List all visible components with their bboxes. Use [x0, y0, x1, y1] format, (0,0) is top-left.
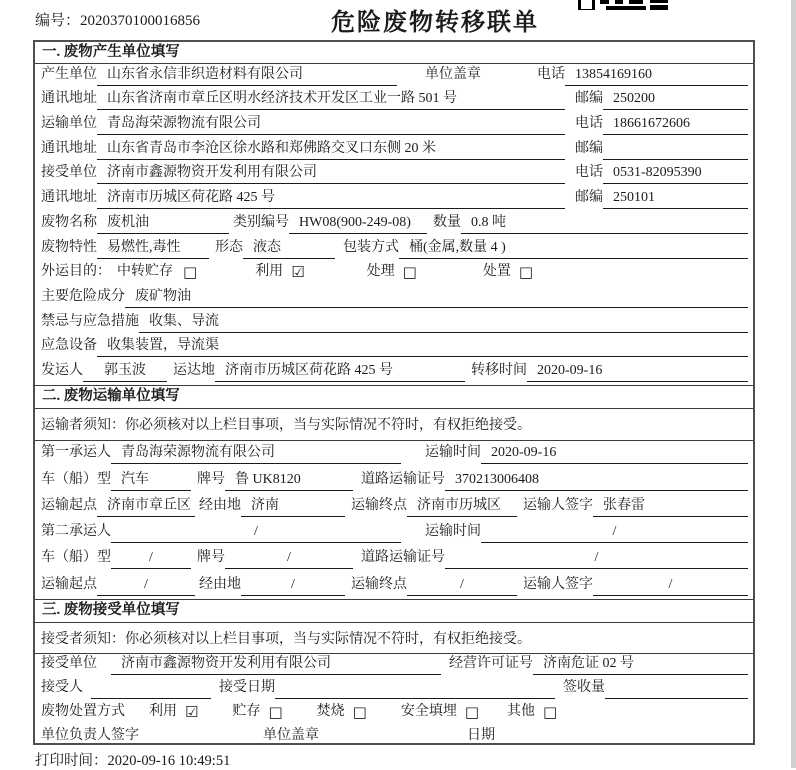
label-terminus: 运输终点 — [351, 497, 407, 513]
form-state-value: 液态 — [243, 236, 335, 259]
row-emergency-equipment — [35, 336, 753, 361]
transport-address-value: 山东省青岛市李沧区徐水路和郑佛路交叉口东侧 20 米 — [97, 137, 565, 160]
checkbox-dispose: □ — [518, 263, 534, 282]
label-shipper: 发运人 — [41, 362, 83, 378]
receiver-unit-value: 济南市鑫源物资开发利用有限公司 — [97, 161, 565, 184]
hazard-components-value: 废矿物油 — [125, 285, 748, 308]
producer-unit-value: 山东省永信非织造材料有限公司 — [97, 63, 397, 86]
terminus-value-2: / — [407, 577, 517, 596]
row-first-carrier — [35, 441, 753, 467]
print-time-value: 2020-09-16 10:49:51 — [107, 753, 231, 769]
label-accept-date: 接受日期 — [219, 680, 275, 696]
checkbox-store: □ — [268, 703, 283, 722]
label-carrier-signature: 运输人签字 — [523, 576, 593, 592]
road-permit-value: 370213006408 — [445, 472, 748, 491]
document-serial — [35, 9, 200, 30]
row-emergency-measures — [35, 311, 753, 336]
origin-value: 济南市章丘区 — [97, 494, 195, 517]
receiver-notice: 接受者须知：你必须核对以上栏目事项，当与实际情况不符时，有权拒绝接受。 — [35, 623, 753, 654]
label-address: 通讯地址 — [41, 190, 97, 206]
first-transport-time-value: 2020-09-16 — [481, 445, 748, 464]
road-permit-value-2: / — [445, 550, 748, 569]
packaging-value: 桶(金属,数量 4 ) — [399, 236, 748, 259]
label-waste-name: 废物名称 — [41, 214, 97, 230]
transport-zip-value — [603, 143, 748, 160]
emergency-equipment-value: 收集装置，导流渠 — [97, 334, 748, 357]
label-via: 经由地 — [199, 497, 241, 513]
option-other: 其他 — [507, 704, 536, 720]
form-title: 危险废物转移联单 — [331, 10, 539, 36]
seal-date-value — [495, 730, 748, 745]
label-origin: 运输起点 — [41, 497, 97, 513]
label-acceptor: 接受人 — [41, 680, 83, 696]
emergency-measures-value: 收集、导流 — [139, 310, 748, 333]
label-plate-number: 牌号 — [197, 550, 225, 566]
label-business-license: 经营许可证号 — [449, 655, 533, 671]
label-signed-quantity: 签收量 — [563, 680, 605, 696]
row-transfer-purpose — [35, 262, 753, 287]
category-code-value: HW08(900-249-08) — [289, 215, 427, 234]
option-treat: 处理 — [366, 264, 395, 280]
label-responsible-signature: 单位负责人签字 — [41, 728, 139, 744]
label-date: 日期 — [467, 728, 495, 744]
responsible-signature-value — [147, 730, 255, 745]
label-first-carrier: 第一承运人 — [41, 445, 111, 461]
via-value-2: / — [241, 577, 345, 596]
label-via: 经由地 — [199, 576, 241, 592]
label-address: 通讯地址 — [41, 91, 97, 107]
label-address: 通讯地址 — [41, 140, 97, 156]
second-transport-time-value: / — [481, 524, 748, 543]
waste-name-value: 废机油 — [97, 211, 229, 234]
label-road-permit: 道路运输证号 — [361, 471, 445, 487]
label-accepting-unit: 接受单位 — [41, 655, 97, 671]
label-producer-unit: 产生单位 — [41, 66, 97, 82]
first-carrier-value: 青岛海荣源物流有限公司 — [111, 441, 401, 464]
label-second-carrier: 第二承运人 — [41, 524, 111, 540]
quantity-value: 0.8 吨 — [461, 211, 748, 234]
label-quantity: 数量 — [433, 214, 461, 230]
print-time-label: 打印时间： — [35, 753, 108, 769]
option-utilize: 利用 — [255, 264, 284, 280]
option-transit-storage: 中转贮存 — [117, 264, 173, 280]
label-emergency-measures: 禁忌与应急措施 — [41, 313, 139, 329]
receiver-phone-value: 0531-82095390 — [603, 165, 748, 184]
qr-code-fragment — [578, 0, 670, 10]
label-category-code: 类别编号 — [233, 214, 289, 230]
label-waste-property: 废物特性 — [41, 239, 97, 255]
row-second-vehicle — [35, 546, 753, 572]
label-transfer-time: 转移时间 — [471, 362, 527, 378]
label-phone: 电话 — [575, 165, 603, 181]
row-second-carrier — [35, 520, 753, 546]
label-packaging: 包装方式 — [343, 239, 399, 255]
label-transport-unit: 运输单位 — [41, 116, 97, 132]
label-receiver-unit: 接受单位 — [41, 165, 97, 181]
option-store: 贮存 — [232, 704, 261, 720]
label-plate-number: 牌号 — [197, 471, 225, 487]
option-landfill: 安全填埋 — [400, 704, 457, 720]
option-dispose: 处置 — [482, 264, 511, 280]
vehicle-type-value: 汽车 — [111, 468, 191, 491]
waste-property-value: 易燃性,毒性 — [97, 236, 209, 259]
transport-unit-value: 青岛海荣源物流有限公司 — [97, 112, 565, 135]
carrier-signature-value-2: / — [593, 577, 748, 596]
label-phone: 电话 — [575, 116, 603, 132]
row-hazard-components — [35, 286, 753, 311]
row-receiver-unit — [35, 163, 753, 188]
origin-value-2: / — [97, 577, 195, 596]
section3-header: 三. 废物接受单位填写 — [35, 599, 753, 623]
label-carrier-signature: 运输人签字 — [523, 497, 593, 513]
option-incinerate: 焚烧 — [316, 704, 345, 720]
checkbox-landfill: □ — [464, 703, 480, 722]
transport-phone-value: 18661672606 — [603, 116, 748, 135]
label-unit-seal: 单位盖章 — [263, 728, 319, 744]
label-unit-seal: 单位盖章 — [425, 66, 481, 82]
label-vehicle-type: 车（船）型 — [41, 471, 111, 487]
section2-header: 二. 废物运输单位填写 — [35, 385, 753, 409]
row-first-vehicle — [35, 467, 753, 493]
row-responsible-signature — [35, 726, 753, 745]
manifest-form — [33, 40, 755, 745]
checkbox-treat: □ — [402, 263, 417, 282]
row-first-route — [35, 494, 753, 520]
producer-address-value: 山东省济南市章丘区明水经济技术开发区工业一路 501 号 — [97, 87, 565, 110]
option-utilize: 利用 — [149, 704, 177, 720]
label-transfer-purpose: 外运目的： — [41, 264, 111, 280]
checkbox-other: □ — [543, 703, 558, 722]
terminus-value: 济南市历城区 — [407, 494, 517, 517]
row-shipper — [35, 360, 753, 385]
carrier-signature-value: 张春雷 — [593, 494, 748, 517]
second-carrier-value: / — [111, 524, 401, 543]
accept-date-value — [275, 682, 555, 699]
label-transport-time: 运输时间 — [425, 524, 481, 540]
serial-number: 2020370100016856 — [80, 13, 201, 29]
row-transport-address — [35, 138, 753, 163]
label-origin: 运输起点 — [41, 576, 97, 592]
via-value: 济南 — [241, 494, 345, 517]
row-producer-unit — [35, 64, 753, 89]
receiver-address-value: 济南市历城区荷花路 425 号 — [97, 186, 565, 209]
vehicle-type-value-2: / — [111, 550, 191, 569]
business-license-value: 济南危证 02 号 — [533, 652, 748, 675]
label-destination: 运达地 — [173, 362, 215, 378]
row-waste-name — [35, 212, 753, 237]
signed-quantity-value — [605, 682, 748, 699]
plate-number-value: 鲁 UK8120 — [225, 468, 353, 491]
print-time-line — [35, 749, 230, 770]
producer-phone-value: 13854169160 — [565, 67, 748, 86]
row-producer-address — [35, 89, 753, 114]
row-receiver-address — [35, 187, 753, 212]
destination-value: 济南市历城区荷花路 425 号 — [215, 359, 465, 382]
row-acceptor — [35, 678, 753, 702]
label-zipcode: 邮编 — [575, 190, 603, 206]
checkbox-utilize: ☑ — [291, 263, 305, 282]
label-road-permit: 道路运输证号 — [361, 550, 445, 566]
row-second-route — [35, 572, 753, 598]
row-waste-property — [35, 237, 753, 262]
label-zipcode: 邮编 — [575, 91, 603, 107]
label-phone: 电话 — [537, 66, 565, 82]
shipper-value: 郭玉波 — [83, 359, 167, 382]
label-vehicle-type: 车（船）型 — [41, 550, 111, 566]
row-disposal-method — [35, 702, 753, 726]
acceptor-value — [91, 682, 211, 699]
label-disposal-method: 废物处置方式 — [41, 704, 125, 720]
label-emergency-equipment: 应急设备 — [41, 338, 97, 354]
producer-zip-value: 250200 — [603, 91, 748, 110]
viewport-edge-strip — [791, 0, 796, 768]
accepting-unit-value: 济南市鑫源物资开发利用有限公司 — [111, 652, 441, 675]
row-accepting-unit — [35, 654, 753, 678]
receiver-zip-value: 250101 — [603, 190, 748, 209]
row-transport-unit — [35, 113, 753, 138]
plate-number-value-2: / — [225, 550, 353, 569]
transporter-notice: 运输者须知：你必须核对以上栏目事项，当与实际情况不符时，有权拒绝接受。 — [35, 409, 753, 441]
label-zipcode: 邮编 — [575, 140, 603, 156]
checkbox-incinerate: □ — [352, 703, 367, 722]
checkbox-transit-storage: □ — [183, 263, 198, 282]
label-form-state: 形态 — [215, 239, 243, 255]
transfer-time-value: 2020-09-16 — [527, 363, 748, 382]
label-hazard-components: 主要危险成分 — [41, 288, 125, 304]
section1-header: 一. 废物产生单位填写 — [35, 42, 753, 64]
checkbox-utilize: ☑ — [185, 703, 199, 722]
label-terminus: 运输终点 — [351, 576, 407, 592]
serial-label: 编号： — [35, 13, 81, 29]
label-transport-time: 运输时间 — [425, 445, 481, 461]
